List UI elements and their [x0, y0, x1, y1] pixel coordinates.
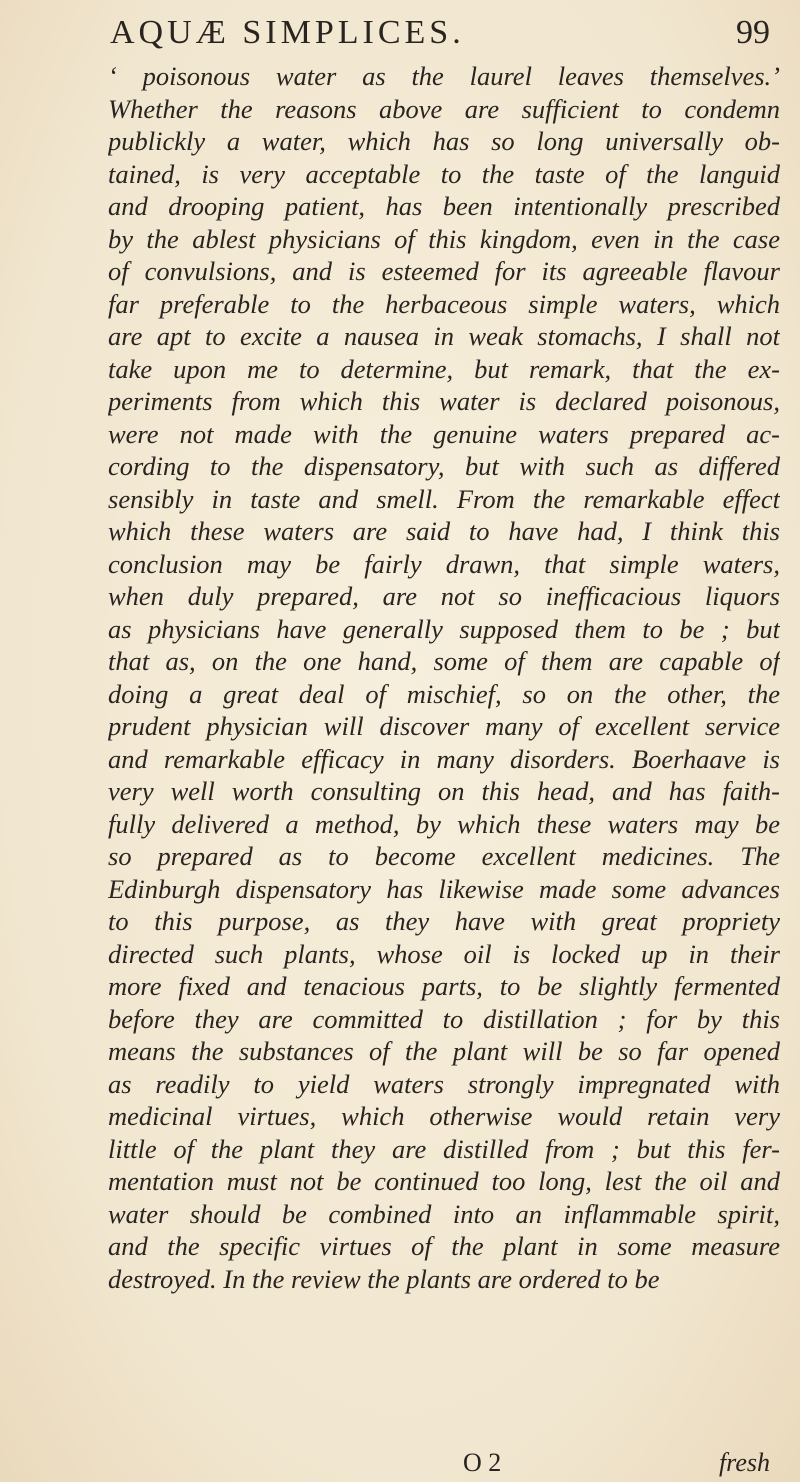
text-line: more fixed and tenacious parts, to be slightly fermented: [108, 971, 780, 1001]
text-line: so prepared as to become excellent medicines. The: [108, 841, 780, 871]
text-line: very well worth consulting on this head, and has faith-: [108, 776, 780, 806]
text-line: means the substances of the plant will be so far opened: [108, 1036, 780, 1066]
text-line: to this purpose, as they have with great propriety: [108, 906, 780, 936]
text-line: of convulsions, and is esteemed for its agreeable flavour: [108, 256, 780, 286]
text-line: destroyed. In the review the plants are ordered to be: [108, 1263, 660, 1294]
text-line: and the specific virtues of the plant in some measure: [108, 1231, 780, 1261]
text-line: conclusion may be fairly drawn, that simple waters,: [108, 548, 780, 579]
page-footer: [108, 1448, 780, 1482]
text-line: were not made with the genuine waters prepared ac-: [108, 418, 780, 449]
text-line: Edinburgh dispensatory has likewise made some advances: [108, 873, 780, 904]
text-line: take upon me to determine, but remark, that the ex-: [108, 353, 780, 384]
text-line: cording to the dispensatory, but with such as differed: [108, 451, 780, 481]
text-line: doing a great deal of mischief, so on the other, the: [108, 678, 780, 709]
text-line: before they are committed to distillation ; for by this: [108, 1003, 780, 1034]
text-line: as readily to yield waters strongly impregnated with: [108, 1068, 780, 1099]
text-line: and drooping patient, has been intentionally prescribed: [108, 191, 780, 221]
text-line: directed such plants, whose oil is locked up in their: [108, 938, 780, 969]
page-header: [110, 14, 770, 60]
text-line: that as, on the one hand, some of them are capable of: [108, 646, 780, 676]
text-line: ‘ poisonous water as the laurel leaves themselves.’: [108, 61, 780, 91]
text-line: when duly prepared, are not so inefficacious liquors: [108, 581, 780, 611]
text-line: far preferable to the herbaceous simple waters, which: [108, 288, 780, 319]
text-line: mentation must not be continued too long, lest the oil and: [108, 1166, 780, 1196]
signature-mark: O 2: [463, 1448, 502, 1477]
text-line: sensibly in taste and smell. From the remarkable effect: [108, 483, 780, 514]
text-line: periments from which this water is declared poisonous,: [108, 386, 780, 416]
running-head: AQUÆ SIMPLICES.: [110, 14, 465, 51]
text-line: publickly a water, which has so long universally ob-: [108, 126, 780, 156]
text-line: are apt to excite a nausea in weak stomachs, I shall not: [108, 321, 780, 351]
text-line: as physicians have generally supposed them to be ; but: [108, 613, 780, 644]
text-line: medicinal virtues, which otherwise would retain very: [108, 1101, 780, 1131]
page-number: 99: [736, 14, 770, 51]
text-line: Whether the reasons above are sufficient to condemn: [108, 93, 780, 124]
text-line: tained, is very acceptable to the taste of the languid: [108, 158, 780, 189]
text-line: water should be combined into an inflammable spirit,: [108, 1198, 780, 1229]
text-line: prudent physician will discover many of excellent service: [108, 711, 780, 741]
text-line: by the ablest physicians of this kingdom, even in the case: [108, 223, 780, 254]
text-line: and remarkable efficacy in many disorders. Boerhaave is: [108, 743, 780, 774]
text-line: fully delivered a method, by which these waters may be: [108, 808, 780, 839]
body-text: [108, 60, 780, 1295]
catchword: fresh: [718, 1448, 770, 1477]
text-line: which these waters are said to have had, I think this: [108, 516, 780, 546]
text-line: little of the plant they are distilled from ; but this fer-: [108, 1133, 780, 1164]
